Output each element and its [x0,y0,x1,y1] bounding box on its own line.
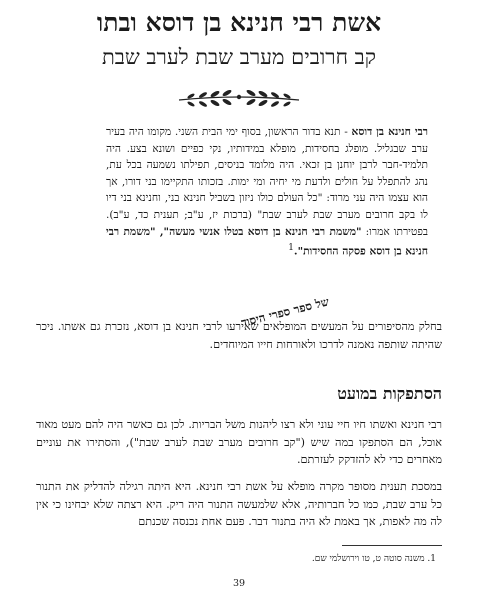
paragraph-intro: בחלק מהסיפורים על המעשים המופלאים שאירעו לרבי חנינא בן דוסא, נזכרת גם אשתו. ניכר שהיתה שותפה נאמנה לדרכו ולאורחות חייו המיוחדים. [36,320,442,351]
bio-text-2: . בפטירתו אמרו: [106,208,428,238]
bio-text-1: - תנא בדור הראשון, בסוף ימי הבית השני. מקומו היה בעיר ערב שבגליל. מופלג בחסידות, מופלא במידותיו, נקי כפיים ושונא בצע. היה תלמיד-חבר לרבן יוחנן בן זכאי. היה מלומד בניסים, תפילתו נשמעה בכל עת, נהג להתפלל על חולים ולדעת מי יחיה ומי ימות. בזכותו התקיימו בני דורו, אך הוא עצמו היה עני מרוד: "כל העולם כולו ניזון בשביל חנינא בני, וחנינא בני דיו לו בקב חרובים מערב שבת לערב שבת" [106,126,428,221]
bio-quote: "משמת רבי חנינא בן דוסא בטלו אנשי מעשה", "משמת רבי חנינא בן דוסא פסקה החסידות". [106,225,428,258]
bio-box [106,124,428,308]
library-stamp: של ספר ספרי היסוד [239,294,331,330]
paragraph-poverty: רבי חנינא ואשתו חיו חיי עוני ולא רצו ליהנות משל הבריות. לכן גם כאשר היה להם מעט מאוד אוכל, הם הסתפקו במה שיש ("קב חרובים מערב שבת לערב שבת"), והסתירו את עוניים מאחרים כדי לא להזדקק לעזרתם. [36,418,442,466]
bio-reference: (ברכות יז, ע"ב; תענית כד, ע"ב) [109,208,258,221]
bio-name: רבי חנינא בן דוסא [351,126,428,138]
footnote-mark: 1 [288,243,294,254]
page-number: 39 [232,578,246,589]
section-heading: הסתפקות במועט [337,384,442,403]
footnote: 1. משנה סוטה ט, טו וירושלמי שם. [311,554,436,564]
page-subtitle: קב חרובים מערב שבת לערב שבת [101,45,377,69]
paragraph-oven-story: במסכת תענית מסופר מקרה מופלא על אשת רבי חנינא. היא היתה רגילה להדליק את התנור כל ערב שבת, כמו כל חברותיה, אלא שלמעשה התנור היה ריק. היא רצתה שלא יבחינו כי אין לה מה לאפות, אך באמת לא היה בתנור דבר. פעם אחת נכנסה שכנתם [36,480,442,528]
page-title: אשת רבי חנינא בן דוסא ובתו [96,8,382,37]
footnote-divider [342,545,442,546]
laurel-divider-icon [169,88,309,110]
